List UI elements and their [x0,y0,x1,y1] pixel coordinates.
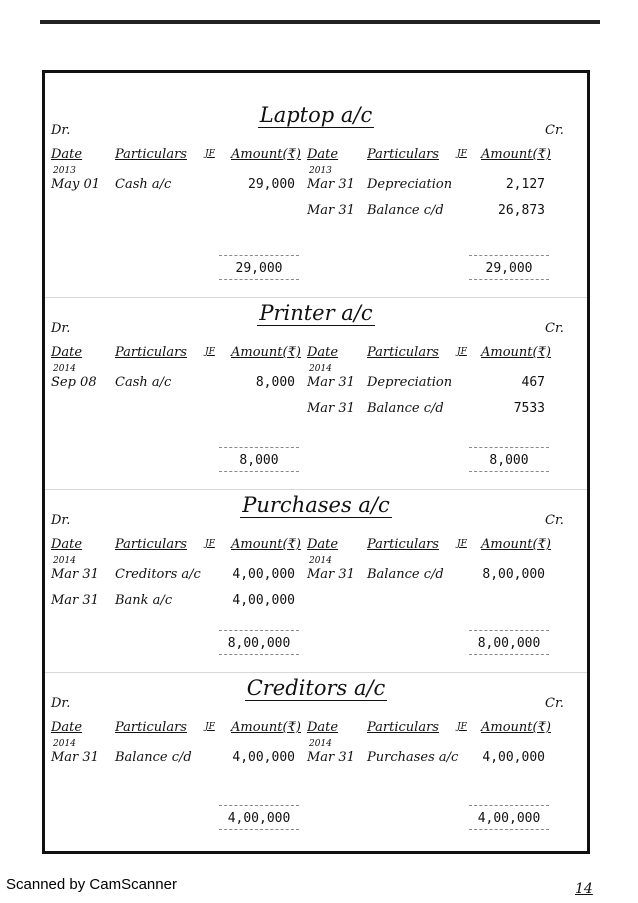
column-header-particulars: Particulars [115,147,187,162]
account-total: 8,000 [239,453,279,468]
column-header-particulars: Particulars [115,720,187,735]
total-rule [469,447,549,448]
total-rule [469,630,549,631]
entry-amount: 4,00,000 [232,750,295,765]
total-rule [219,654,299,655]
cr-label: Cr. [545,696,564,711]
entry-date: Mar 31 [307,401,355,416]
entry-particulars: Balance c/d [367,401,444,416]
total-rule [469,654,549,655]
cr-label: Cr. [545,513,564,528]
account-total: 8,00,000 [477,636,541,651]
column-header-particulars: Particulars [367,720,439,735]
column-header-date: Date [51,147,83,162]
entry-amount: 4,00,000 [482,750,545,765]
ledger-account [45,103,587,301]
entry-amount: 4,00,000 [232,593,295,608]
ledger-account [45,493,587,676]
account-title-text: Purchases a/c [242,493,390,517]
entry-amount: 7533 [513,401,545,416]
dr-label: Dr. [51,513,71,528]
entry-date: Mar 31 [307,567,355,582]
entry-date: Mar 31 [51,750,99,765]
entry-date: Mar 31 [307,750,355,765]
column-header-amount: Amount(₹) [231,720,301,735]
entry-date: Mar 31 [307,203,355,218]
entry-date: Mar 31 [51,567,99,582]
account-title [45,301,587,325]
entry-year: 2013 [53,166,76,176]
account-total: 29,000 [485,261,533,276]
total-rule [469,279,549,280]
account-title-text: Creditors a/c [246,676,386,700]
column-header-date: Date [51,537,83,552]
page-number: 14 [575,881,593,897]
entry-year: 2014 [309,364,332,374]
entry-year: 2014 [53,556,76,566]
account-total: 4,00,000 [227,811,291,826]
column-header-jf: JF [457,539,467,549]
column-header-particulars: Particulars [115,537,187,552]
total-rule [219,471,299,472]
total-rule [219,447,299,448]
account-total: 8,00,000 [227,636,291,651]
entry-amount: 8,00,000 [482,567,545,582]
total-rule [219,805,299,806]
total-rule [469,471,549,472]
entry-year: 2014 [53,364,76,374]
entry-amount: 2,127 [505,177,545,192]
entry-date: Sep 08 [51,375,97,390]
column-header-date: Date [51,720,83,735]
entry-amount: 26,873 [498,203,545,218]
entry-particulars: Balance c/d [367,567,444,582]
column-header-date: Date [307,720,339,735]
entry-particulars: Cash a/c [115,375,172,390]
column-header-particulars: Particulars [367,147,439,162]
ledger-account [45,301,587,493]
entry-date: Mar 31 [51,593,99,608]
column-header-amount: Amount(₹) [231,147,301,162]
total-rule [219,255,299,256]
scanner-footer: Scanned by CamScanner [6,876,177,893]
account-title [45,493,587,517]
total-rule [469,255,549,256]
column-header-amount: Amount(₹) [481,345,551,360]
account-title [45,103,587,127]
cr-label: Cr. [545,321,564,336]
section-divider [45,672,587,673]
total-rule [469,805,549,806]
ledger-account [45,676,587,851]
entry-year: 2013 [309,166,332,176]
dr-label: Dr. [51,123,71,138]
entry-particulars: Balance c/d [367,203,444,218]
column-header-amount: Amount(₹) [481,147,551,162]
dr-label: Dr. [51,696,71,711]
column-header-jf: JF [205,539,215,549]
column-header-particulars: Particulars [115,345,187,360]
column-header-date: Date [51,345,83,360]
entry-particulars: Bank a/c [115,593,173,608]
column-header-jf: JF [457,149,467,159]
column-header-jf: JF [457,722,467,732]
entry-year: 2014 [309,739,332,749]
entry-particulars: Depreciation [367,177,453,192]
account-total: 29,000 [235,261,283,276]
entry-date: May 01 [51,177,101,192]
entry-year: 2014 [53,739,76,749]
entry-amount: 467 [521,375,545,390]
entry-amount: 8,000 [255,375,295,390]
entry-year: 2014 [309,556,332,566]
entry-particulars: Purchases a/c [367,750,459,765]
account-title-text: Laptop a/c [259,103,373,127]
column-header-amount: Amount(₹) [231,537,301,552]
account-total: 4,00,000 [477,811,541,826]
section-divider [45,489,587,490]
column-header-particulars: Particulars [367,537,439,552]
column-header-date: Date [307,147,339,162]
column-header-jf: JF [205,347,215,357]
section-divider [45,297,587,298]
entry-amount: 29,000 [248,177,295,192]
total-rule [219,630,299,631]
account-total: 8,000 [489,453,529,468]
column-header-amount: Amount(₹) [231,345,301,360]
entry-particulars: Cash a/c [115,177,172,192]
column-header-date: Date [307,345,339,360]
column-header-date: Date [307,537,339,552]
cr-label: Cr. [545,123,564,138]
column-header-jf: JF [205,722,215,732]
entry-particulars: Depreciation [367,375,453,390]
total-rule [469,829,549,830]
column-header-amount: Amount(₹) [481,720,551,735]
entry-date: Mar 31 [307,177,355,192]
entry-particulars: Balance c/d [115,750,192,765]
entry-date: Mar 31 [307,375,355,390]
column-header-jf: JF [205,149,215,159]
total-rule [219,829,299,830]
top-rule [40,20,600,24]
column-header-particulars: Particulars [367,345,439,360]
dr-label: Dr. [51,321,71,336]
entry-particulars: Creditors a/c [115,567,201,582]
entry-amount: 4,00,000 [232,567,295,582]
account-title [45,676,587,700]
account-title-text: Printer a/c [259,301,373,325]
column-header-jf: JF [457,347,467,357]
column-header-amount: Amount(₹) [481,537,551,552]
total-rule [219,279,299,280]
